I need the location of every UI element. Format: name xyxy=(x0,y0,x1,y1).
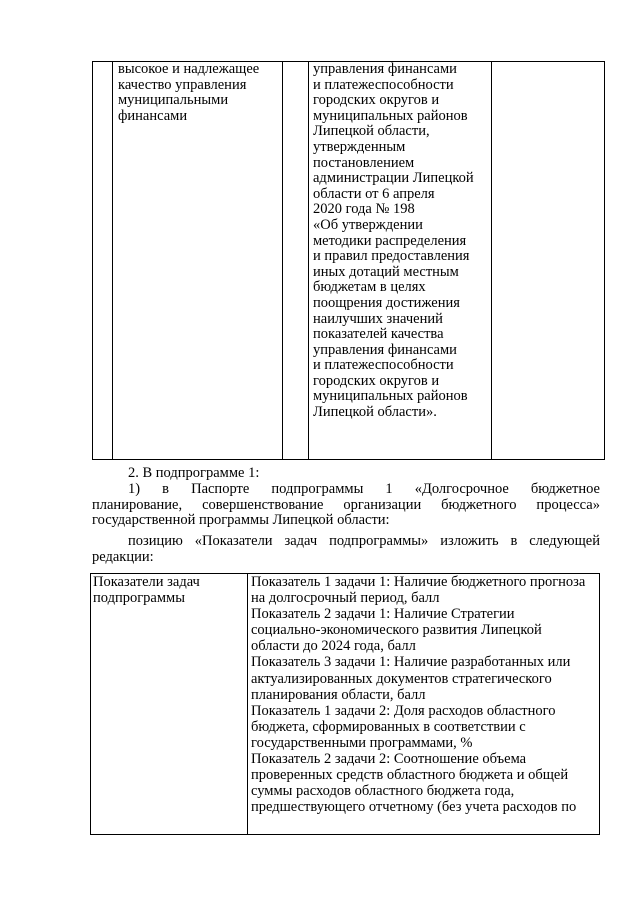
text-line: иных дотаций местным xyxy=(313,263,459,280)
cell-text xyxy=(93,574,247,834)
text-line: области от 6 апреля xyxy=(313,185,435,202)
text-line: области до 2024 года, балл xyxy=(251,638,416,655)
paragraph-position xyxy=(92,534,600,565)
text-line: «Об утверждении xyxy=(313,216,423,233)
text-line: актуализированных документов стратегического xyxy=(251,670,552,687)
text-line: Показатель 1 задачи 2: Доля расходов областного xyxy=(251,702,556,719)
text-line: Липецкой области». xyxy=(313,404,437,421)
text-line: и платежеспособности xyxy=(313,76,454,93)
text-line: государственными программами, % xyxy=(251,734,473,751)
text-line: городских округов и xyxy=(313,372,440,389)
text-line: качество управления xyxy=(118,76,247,93)
text-line: на долгосрочный период, балл xyxy=(251,590,440,607)
table-cell-basis xyxy=(309,62,492,460)
text-line: Показатель 2 задачи 2: Соотношение объема xyxy=(251,751,527,768)
text-line: постановлением xyxy=(313,154,415,171)
text-line: показателей качества xyxy=(313,326,444,343)
text-line: финансами xyxy=(118,107,188,124)
table-cell-empty xyxy=(492,62,605,460)
text-line: социально-экономического развития Липецкой xyxy=(251,622,542,639)
text-line: 1) в Паспорте подпрограммы 1 «Долгосрочное бюджетное xyxy=(128,481,600,497)
paragraph-item-2-1 xyxy=(92,482,600,529)
cell-text xyxy=(313,62,489,421)
paragraph-item-2: 2. В подпрограмме 1: xyxy=(128,465,260,481)
continuation-table xyxy=(92,61,605,460)
text-line: Показатели задач xyxy=(93,574,200,590)
table-cell-goal xyxy=(113,62,283,460)
table-cell-empty xyxy=(283,62,309,460)
text-line: администрации Липецкой xyxy=(313,170,474,187)
table-row xyxy=(91,574,600,835)
cell-text xyxy=(251,574,599,815)
text-line: суммы расходов областного бюджета года, xyxy=(251,783,515,800)
text-line: государственной программы Липецкой области: xyxy=(92,512,390,529)
text-line: планирование, совершенствование организации бюджетного процесса» xyxy=(92,496,600,513)
table-cell-empty xyxy=(93,62,113,460)
cell-text xyxy=(118,62,280,124)
text-line: бюджета, сформированных в соответствии с xyxy=(251,718,526,735)
text-line: редакции: xyxy=(92,548,154,565)
text-line: методики распределения xyxy=(313,232,467,249)
text-line: Показатель 1 задачи 1: Наличие бюджетного прогноза xyxy=(251,574,586,590)
text-line: высокое и надлежащее xyxy=(118,61,260,77)
table-cell-label xyxy=(91,574,248,835)
text-line: проверенных средств областного бюджета и общей xyxy=(251,767,569,784)
text-line: управления финансами xyxy=(313,61,457,77)
indicators-table xyxy=(90,573,600,835)
text-line: Показатель 2 задачи 1: Наличие Стратегии xyxy=(251,606,515,623)
text-line: предшествующего отчетному (без учета расходов по xyxy=(251,799,577,816)
text-line: подпрограммы xyxy=(93,590,185,607)
table-cell-indicators xyxy=(248,574,600,835)
text-line: городских округов и xyxy=(313,92,440,109)
text-line: и правил предоставления xyxy=(313,248,470,265)
text-line: Показатель 3 задачи 1: Наличие разработанных или xyxy=(251,654,571,671)
text-line: муниципальных районов xyxy=(313,107,468,124)
text-line: управления финансами xyxy=(313,341,457,358)
text-line: муниципальных районов xyxy=(313,388,468,405)
text-line: наилучших значений xyxy=(313,310,443,327)
table-row xyxy=(93,62,605,460)
text-line: планирования области, балл xyxy=(251,686,426,703)
text-line: муниципальными xyxy=(118,92,229,109)
text-line: позицию «Показатели задач подпрограммы» изложить в следующей xyxy=(128,533,600,549)
text-line: бюджетам в целях xyxy=(313,279,426,296)
text-line: утвержденным xyxy=(313,138,406,155)
text-line: 2020 года № 198 xyxy=(313,201,415,218)
text-line: поощрения достижения xyxy=(313,294,460,311)
text-line: Липецкой области, xyxy=(313,123,430,140)
text-line: и платежеспособности xyxy=(313,357,454,374)
